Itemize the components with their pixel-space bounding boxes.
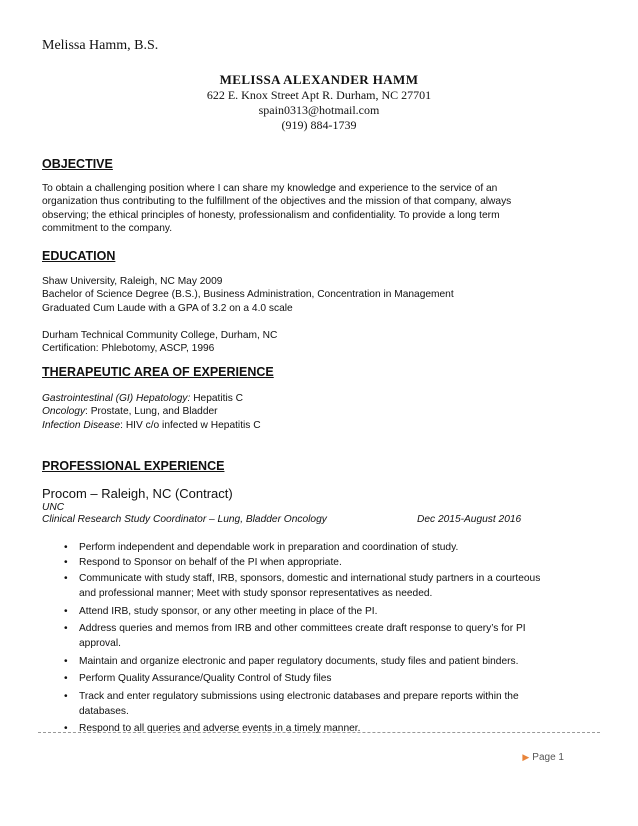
education-line: Certification: Phlebotomy, ASCP, 1996	[42, 343, 215, 355]
education-section	[42, 248, 542, 264]
duty-item: • Perform Quality Assurance/Quality Control of Study files	[62, 671, 552, 686]
objective-line: To obtain a challenging position where I can share my knowledge and experience to the service of an	[42, 183, 498, 194]
education-text	[42, 275, 542, 355]
education-line: Graduated Cum Laude with a GPA of 3.2 on a 4.0 scale	[42, 302, 293, 314]
contact-phone: (919) 884-1739	[281, 118, 357, 132]
contact-name: MELISSA ALEXANDER HAMM	[219, 72, 419, 87]
contact-block	[0, 72, 638, 133]
therapeutic-detail: : HIV c/o infected w Hepatitis C	[120, 419, 261, 431]
education-line: Shaw University, Raleigh, NC May 2009	[42, 276, 223, 287]
therapeutic-heading: THERAPEUTIC AREA OF EXPERIENCE	[42, 365, 274, 379]
job-dates: Dec 2015-August 2016	[417, 514, 522, 525]
objective-text	[42, 182, 542, 236]
triangle-right-icon: ▶	[522, 752, 530, 762]
duty-item: • Track and enter regulatory submissions using electronic databases and prepare reports within the databases.	[62, 689, 552, 720]
duty-item: • Respond to all queries and adverse events in a timely manner.	[62, 721, 552, 736]
page-header-name: Melissa Hamm, B.S.	[42, 38, 159, 53]
professional-heading: PROFESSIONAL EXPERIENCE	[42, 459, 225, 473]
duty-item: • Communicate with study staff, IRB, sponsors, domestic and international study partners in a courteous and professional manner; Meet with study sponsor representatives as needed.	[62, 571, 552, 602]
employer: Procom – Raleigh, NC (Contract)	[42, 486, 233, 501]
job-role: Clinical Research Study Coordinator – Lung, Bladder Oncology	[42, 514, 327, 525]
page-divider	[38, 732, 600, 733]
therapeutic-detail: : Prostate, Lung, and Bladder	[85, 406, 218, 418]
therapeutic-detail: Hepatitis C	[190, 393, 244, 404]
client: UNC	[42, 502, 65, 513]
page-footer	[522, 752, 564, 763]
therapeutic-section	[42, 364, 542, 380]
therapeutic-area: Oncology	[42, 406, 86, 418]
therapeutic-item	[42, 392, 542, 405]
duties-list	[62, 540, 552, 737]
education-line: Bachelor of Science Degree (B.S.), Business Administration, Concentration in Management	[42, 289, 454, 301]
therapeutic-list	[42, 392, 542, 432]
objective-line: commitment to the company.	[42, 223, 173, 235]
objective-section	[42, 156, 542, 172]
page-number: Page 1	[532, 752, 564, 763]
duty-item: • Respond to Sponsor on behalf of the PI when appropriate.	[62, 555, 552, 570]
education-line: Durham Technical Community College, Durham, NC	[42, 329, 278, 341]
duty-item: • Perform independent and dependable work in preparation and coordination of study.	[62, 540, 552, 555]
objective-heading: OBJECTIVE	[42, 157, 113, 171]
duty-item: • Address queries and memos from IRB and other committees create draft response to query’s for PI approval.	[62, 621, 552, 652]
duty-item: • Maintain and organize electronic and paper regulatory documents, study files and patient binders.	[62, 654, 552, 669]
education-spacer	[42, 315, 542, 328]
professional-section	[42, 458, 542, 474]
therapeutic-area: Gastrointestinal (GI) Hepatology:	[42, 393, 191, 404]
contact-address: 622 E. Knox Street Apt R. Durham, NC 27701	[206, 88, 432, 102]
therapeutic-item	[42, 405, 542, 418]
education-heading: EDUCATION	[42, 249, 116, 263]
objective-line: organization thus contributing to the fulfillment of the objectives and the mission of that company, always	[42, 196, 512, 208]
objective-line: observing; the ethical principles of honesty, professionalism and confidentiality. To provide a long term	[42, 209, 500, 221]
therapeutic-item	[42, 419, 542, 432]
therapeutic-area: Infection Disease	[42, 419, 121, 431]
contact-email: spain0313@hotmail.com	[258, 103, 380, 117]
duty-item: • Attend IRB, study sponsor, or any other meeting in place of the PI.	[62, 604, 552, 619]
